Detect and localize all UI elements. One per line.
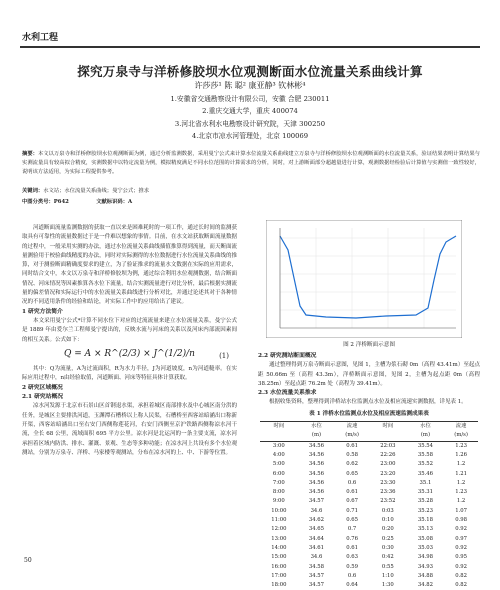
table-row <box>260 488 478 497</box>
column-header: 水位 <box>298 422 335 432</box>
abstract <box>22 150 480 177</box>
table-cell: 6:00 <box>272 470 285 477</box>
column-header: 流速 <box>444 422 478 432</box>
table-cell: 34.62 <box>308 517 325 524</box>
table-cell: 34.93 <box>417 563 434 570</box>
table-row <box>260 572 478 581</box>
table-cell: 0.58 <box>346 451 358 458</box>
table-row <box>260 479 478 488</box>
table-cell: 1.23 <box>455 489 467 496</box>
table-cell: 1.26 <box>455 451 467 458</box>
abstract-text: 本文以万泉寺和洋桥修胶坝水位观测断面为例，通过分析监测数据，采用曼宁公式来计算水位流量关系曲线建立万泉寺与洋桥修胶坝水位观测断面的水位流量关系，验证结果表明计算结果与实测流量具有较高拟合精度，实测数据中以特定流量为例，模拟精度满足不同水位范围的计算需求的分析，同时，对上游断面部分超越量进行计算，观测数据经检验后计算值与实测值一致性较好，说明该方法适用，为实际工程提供参考。 <box>22 151 480 175</box>
table-cell: 10:00 <box>271 507 287 514</box>
table-title: 表 1 洋桥水位监测点水位及相应流速监测成果表 <box>309 410 429 417</box>
table-cell: 0.95 <box>455 554 467 561</box>
table-cell: 7:00 <box>272 479 285 486</box>
table-cell: 0:55 <box>381 563 394 570</box>
affiliations <box>0 93 500 143</box>
table-cell: 0.67 <box>346 498 358 505</box>
table-cell: 5:00 <box>272 461 285 468</box>
table-cell: 35.18 <box>417 517 434 524</box>
right-column <box>258 352 480 590</box>
formula-text: Q = A × R^(2/3) × J^(1/2)/n <box>64 348 195 359</box>
table-cell: 35.58 <box>417 451 434 458</box>
table-cell: 0.62 <box>346 461 358 468</box>
table-cell: 34.56 <box>308 451 325 458</box>
table-cell: 0.65 <box>346 470 358 477</box>
rating-paragraph: 根据收集资料，整理得到洋桥站水位监测点水位及相应流速实测数据，详见表 1。 <box>269 399 467 406</box>
table-cell: 34.61 <box>308 544 325 551</box>
table-cell: 0.71 <box>346 507 358 514</box>
column-header: 流速 <box>335 422 369 432</box>
table-cell: 34.6 <box>310 554 323 561</box>
table-cell: 0.92 <box>455 526 467 533</box>
column-unit: (m) <box>407 431 444 441</box>
table-cell: 35.46 <box>417 470 434 477</box>
table-cell: 9:00 <box>272 498 285 505</box>
table-cell: 22:03 <box>380 442 396 449</box>
keywords-text: 水文站；水位流量关系曲线；曼宁公式；推求 <box>43 188 150 194</box>
table-cell: 17:00 <box>271 572 287 579</box>
table-row <box>260 470 478 479</box>
column-unit <box>260 431 298 441</box>
table-cell: 34.98 <box>417 554 434 561</box>
table-cell: 34.57 <box>308 582 325 589</box>
table-cell: 35.1 <box>419 479 432 486</box>
table-cell: 4:00 <box>272 451 285 458</box>
header-rule <box>20 46 480 48</box>
table-cell: 34.56 <box>308 442 325 449</box>
table-cell: 34.56 <box>308 479 325 486</box>
classification <box>22 197 480 205</box>
table-cell: 0.92 <box>455 544 467 551</box>
table-cell: 0.64 <box>346 582 358 589</box>
intro-paragraph: 河道断面流量监测数据的获取一直以来是困难耗时的一项工作，通过长时间的监测获取具有可靠性的流量数据过于是一件难以想象的事情。目前，在水文站获取断面流量数据的过程中，一般采用实测的办法，通过水位流量关系曲线插值推算得到流量，而天断面流量测验用于校验曲线精度的办法，同时对实际测得的水位数据进行水位流量关系曲线的推算，对于测验断面精确度要求的建立，为了验证推求的流量水文数据在实际的应用需求，同时结合文中，本文以万泉寺和洋桥修胶坝为例，通过综合利用水位观测数据，结合断面情况、河床情况等因素推算各水位下流量，结合实测流量进行对比分析，最后根据实测流量的偏差情况和实际运行中的水位流量关系曲线进行分析对比，并通过论述其对于各种情况的不同适用条件的经验和结论，对实际工作中的应用给出了建议。 <box>22 225 237 306</box>
table-cell: 0.65 <box>346 517 358 524</box>
table-cell: 1.07 <box>455 507 467 514</box>
subsection-heading: 2.1 研究站概况 <box>22 394 64 401</box>
subsection-heading: 2.3 水位流量关系推求 <box>258 390 317 397</box>
table-cell: 35.23 <box>417 507 434 514</box>
table-cell: 0:30 <box>381 544 394 551</box>
table-row <box>260 460 478 469</box>
table-cell: 0.7 <box>347 526 357 533</box>
table-row <box>260 451 478 460</box>
table-row <box>260 497 478 506</box>
table-cell: 34.56 <box>308 470 325 477</box>
left-column <box>22 224 237 458</box>
column-header: 时间 <box>369 422 407 432</box>
table-cell: 35.08 <box>417 535 434 542</box>
table-cell: 23:30 <box>380 479 396 486</box>
table-cell: 34.65 <box>308 526 325 533</box>
table-cell: 1.2 <box>456 479 466 486</box>
table-cell: 14:00 <box>271 544 287 551</box>
table-cell: 34.56 <box>308 461 325 468</box>
figure-caption: 图 2 洋桥断面示意图 <box>343 342 395 348</box>
table-cell: 23:00 <box>380 461 396 468</box>
table-cell: 34.58 <box>308 563 325 570</box>
affiliation: 1.安徽省交通勘察设计有限公司，安徽 合肥 230011 <box>170 95 330 103</box>
manning-formula <box>22 350 237 359</box>
table-cell: 35.03 <box>417 544 434 551</box>
table-cell: 34.57 <box>308 572 325 579</box>
table-cell: 8:00 <box>272 489 285 496</box>
table-cell: 0.6 <box>347 479 357 486</box>
column-unit <box>369 431 407 441</box>
table-cell: 0.61 <box>346 442 358 449</box>
journal-header: 水利工程 <box>22 33 59 43</box>
column-unit: (m/s) <box>444 431 478 441</box>
table-cell: 1:10 <box>381 572 394 579</box>
table-cell: 35.52 <box>417 461 434 468</box>
table-cell: 0:20 <box>381 526 394 533</box>
cross-section-figure <box>266 220 462 338</box>
table-row <box>260 544 478 553</box>
document-code: 文献标识码：A <box>96 199 133 205</box>
table-cell: 23:36 <box>380 489 396 496</box>
table-cell: 3:00 <box>272 442 285 449</box>
table-cell: 34.82 <box>417 582 434 589</box>
column-header: 水位 <box>407 422 444 432</box>
table-cell: 13:00 <box>271 535 287 542</box>
table-cell: 0:42 <box>381 554 394 561</box>
table-cell: 23:20 <box>380 470 396 477</box>
table-cell: 35.13 <box>417 526 434 533</box>
table-cell: 0.6 <box>347 572 357 579</box>
affiliation: 3.河北省水利水电勘察设计研究院，天津 300250 <box>174 119 326 128</box>
table-cell: 16:00 <box>271 563 287 570</box>
table-cell: 34.56 <box>308 489 325 496</box>
table-cell: 1:30 <box>381 582 394 589</box>
formula-note: 其中：Q为流量，A为过流面积，R为水力半径，J为河道坡度，n为河道糙率。在实际应用过程中，n由经验取值，河道断面、河床等特征具体计算获取。 <box>22 366 237 382</box>
table-cell: 35.28 <box>417 498 434 505</box>
table-cell: 15:00 <box>271 554 287 561</box>
table-row <box>260 441 478 451</box>
section-heading: 2 研究区域概况 <box>22 384 63 391</box>
column-unit: (m) <box>298 431 335 441</box>
authors: 许莎莎¹ 陈 聪² 康亚静³ 钦林彬⁴ <box>194 81 306 90</box>
table-cell: 12:00 <box>271 526 287 533</box>
table-cell: 0:25 <box>381 535 394 542</box>
table-cell: 18:00 <box>271 582 287 589</box>
table-cell: 1.2 <box>456 461 466 468</box>
column-unit: (m/s) <box>335 431 369 441</box>
table-row <box>260 525 478 534</box>
affiliation: 4.北京市凉水河管理处，北京 100069 <box>191 132 309 141</box>
table-cell: 0:03 <box>381 507 394 514</box>
table-cell: 0.61 <box>346 489 358 496</box>
table-cell: 34.64 <box>308 535 325 542</box>
table-cell: 22:26 <box>380 451 396 458</box>
page-number: 50 <box>24 557 32 564</box>
table-cell: 1.2 <box>456 498 466 505</box>
study-area-paragraph: 凉水河发源于北京市石景山区首钢退水渠，承担着城区南部排水及中心城区南分洪的任务，是城区主要排洪河道，玉渊潭石槽桥以上称人民渠，石槽桥至西客站暗涵出口称新开渠，西客站暗涵出口至右安门西侧称莲花河，右安门西侧至京沪铁路西侧称凉水河干流，全长 68 公里，流域面积 695 平方公里。凉水河是北运河的一条主要支流，凉水河承担着区域内防洪、排水、灌溉、景观、生态等多种功能；在凉水河上共设有多个水位观测站，分别为万泉寺、洋桥、马家楼等观测站，分布在凉水河的上、中、下游等位置。 <box>22 403 237 456</box>
table-cell: 0.82 <box>455 572 467 579</box>
keywords <box>22 186 480 194</box>
table-cell: 0.76 <box>346 535 358 542</box>
table-cell: 34.57 <box>308 498 325 505</box>
table-cell: 0.63 <box>346 554 358 561</box>
clc-number: 中图分类号：P642 <box>22 199 69 205</box>
table-cell: 35.31 <box>417 489 434 496</box>
column-header: 时间 <box>260 422 298 432</box>
paper-title: 探究万泉寺与洋桥修胶坝水位观测断面水位流量关系曲线计算 <box>77 64 423 79</box>
table-row <box>260 581 478 590</box>
table-cell: 34.6 <box>310 507 323 514</box>
table-header-row <box>260 422 478 432</box>
table-cell: 34.88 <box>417 572 434 579</box>
keywords-label: 关键词： <box>22 188 44 194</box>
table-row <box>260 563 478 572</box>
method-paragraph: 本文采用曼宁公式*计算不同水位下对应的过流流量来建立水位流量关系，曼宁公式是 1889 年由爱尔兰工程师曼宁提出的，反映水流与河床的关系以及河床内部流因素间的相互关系。公式如下： <box>22 317 237 343</box>
table-cell: 35.54 <box>417 442 434 449</box>
table-cell: 0.61 <box>346 544 358 551</box>
table-cell: 11:00 <box>271 517 287 524</box>
table-body <box>260 441 478 590</box>
equation-number: (1) <box>219 351 229 360</box>
affiliation: 2.重庆交通大学，重庆 400074 <box>202 107 298 116</box>
abstract-label: 摘要： <box>22 151 38 157</box>
table-unit-row <box>260 431 478 441</box>
table-cell: 1.23 <box>455 442 467 449</box>
table-cell: 1.21 <box>455 470 467 477</box>
subsection-heading: 2.2 研究测站断面概况 <box>258 353 317 359</box>
figure-frame <box>266 220 462 338</box>
table-row <box>260 553 478 562</box>
table-cell: 23:52 <box>380 498 396 505</box>
table-cell: 0.98 <box>455 517 467 524</box>
table-row <box>260 535 478 544</box>
table-row <box>260 516 478 525</box>
table-cell: 0.59 <box>346 563 358 570</box>
table-row <box>260 507 478 516</box>
table-cell: 0.97 <box>455 535 467 542</box>
table-cell: 0.82 <box>455 582 467 589</box>
section-overview-paragraph: 通过整理得到万泉寺断面示意图，见图 1，主槽为浆石砌 0m（高程 43.41m）至起点距 50.66m 至（高程 43.3m），洋桥断面示意图，见图 2，主槽为起点距 0m（高程 38.25m）至起点距 76.2m 处（高程为 39.41m）。 <box>258 362 480 387</box>
table-cell: 0.92 <box>455 563 467 570</box>
table-cell: 0:10 <box>381 517 394 524</box>
section-heading: 1 研究方法简介 <box>22 308 63 315</box>
